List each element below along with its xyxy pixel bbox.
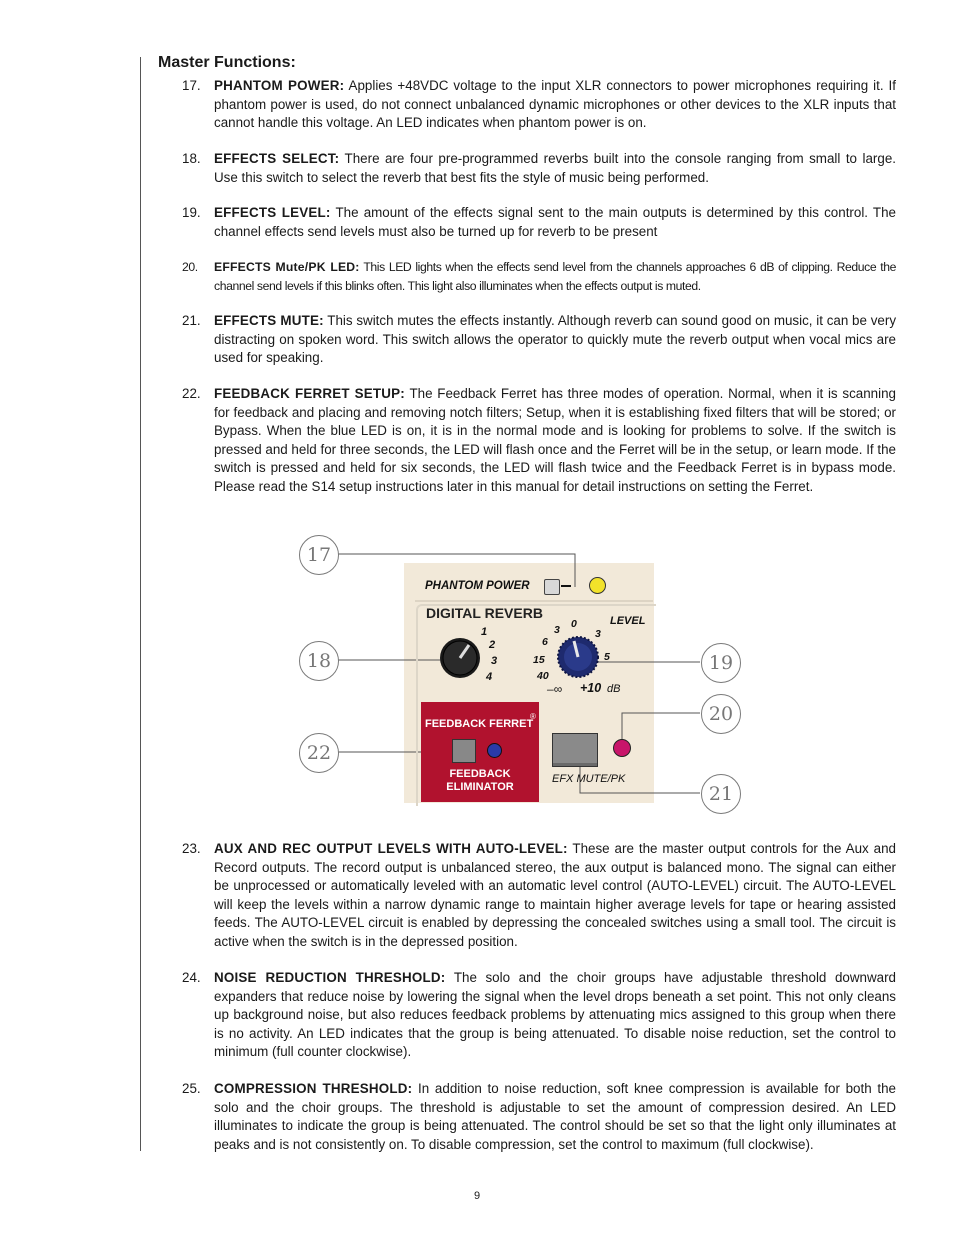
- item-title: EFFECTS MUTE:: [214, 313, 324, 328]
- callout-20: 20: [701, 694, 741, 734]
- level-mark-0: 0: [571, 618, 577, 630]
- list-item: [182, 969, 896, 1062]
- select-mark-4: 4: [486, 671, 493, 683]
- level-mark-3-right: 3: [595, 628, 601, 640]
- item-number: 18.: [182, 151, 201, 166]
- digital-reverb-label: DIGITAL REVERB: [426, 605, 543, 621]
- select-mark-3: 3: [491, 655, 498, 667]
- callout-17: 17: [299, 535, 339, 575]
- callout-22: 22: [299, 733, 339, 773]
- registered-mark: ®: [530, 712, 536, 721]
- item-number: 19.: [182, 205, 201, 220]
- item-number: 22.: [182, 386, 201, 401]
- level-mark-3-left: 3: [554, 624, 560, 636]
- feedback-eliminator-label: FEEDBACK ELIMINATOR: [446, 768, 514, 793]
- level-mark-6: 6: [542, 636, 548, 648]
- list-item: [182, 77, 896, 133]
- item-text: The solo and the choir groups have adjustable threshold downward expanders that reduce noise by lowering the signal when the level drops beneath a set point. This not only cleans up background noise, but also reduces feedback problems by attenuating mics assigned to this group when there is no activity. An LED indicates that the group is being attenuated. To disable noise reduction, set the control to minimum (full counter clockwise).: [214, 970, 897, 1060]
- item-number: 23.: [182, 841, 201, 856]
- section-heading: Master Functions:: [158, 54, 296, 71]
- item-number: 24.: [182, 970, 201, 985]
- callout-18: 18: [299, 641, 339, 681]
- list-item: [182, 150, 896, 187]
- item-title: AUX AND REC OUTPUT LEVELS WITH AUTO-LEVEL:: [214, 841, 568, 856]
- effects-level-knob[interactable]: [556, 635, 600, 679]
- item-text: These are the master output controls for the Aux and Record outputs. The record output is unbalanced stereo, the aux output is balanced mono. The signal can either be unprocessed or automatically leveled with an automatic level control (AUTO-LEVEL) circuit. The AUTO-LEVEL will keep the levels within a narrow dynamic range to maintain higher average levels for tape or hearing assisted feeds. The AUTO-LEVEL circuit is enabled by depressing the concealed switches using a small tool. The circuit is active when the switch is in the depressed position.: [214, 841, 896, 949]
- level-mark-plus-10: +10: [580, 681, 602, 695]
- item-text: There are four pre-programmed reverbs built into the console ranging from small to large. Use this switch to select the reverb that best fits the style of music being performed.: [214, 151, 896, 185]
- feedback-ferret-setup-button[interactable]: [452, 739, 476, 763]
- item-text: This switch mutes the effects instantly. Although reverb can sound good on music, it can be very distracting on spoken word. This switch allows the operator to quickly mute the reverb output when vocal mics are used for speaking.: [214, 313, 897, 366]
- phantom-power-label: PHANTOM POWER: [425, 580, 530, 592]
- callout-19: 19: [701, 643, 741, 683]
- control-panel-figure: [290, 530, 750, 810]
- phantom-power-led: [589, 577, 606, 594]
- phantom-power-switch[interactable]: [544, 579, 560, 595]
- feedback-ferret-led: [487, 743, 502, 758]
- item-number: 17.: [182, 78, 201, 93]
- item-title: FEEDBACK FERRET SETUP:: [214, 386, 405, 401]
- margin-rule: [140, 57, 141, 1151]
- item-text: The amount of the effects signal sent to the main outputs is determined by this control. The channel effects send levels must also be turned up for reverb to be present: [214, 205, 896, 239]
- level-mark-40: 40: [537, 670, 549, 682]
- level-label: LEVEL: [610, 615, 646, 627]
- item-text: Applies +48VDC voltage to the input XLR connectors to power microphones requiring it. If phantom power is used, do not connect unbalanced dynamic microphones or other devices to the XLR inputs that cannot handle this voltage. An LED indicates when phantom power is on.: [214, 78, 896, 131]
- efx-mute-pk-led: [613, 739, 631, 757]
- feedback-ferret-label: FEEDBACK FERRET: [425, 718, 534, 730]
- item-number: 20.: [182, 260, 198, 274]
- level-mark-db: dB: [607, 683, 621, 695]
- level-mark-minus-inf: –∞: [547, 682, 563, 696]
- item-title: NOISE REDUCTION THRESHOLD:: [214, 970, 446, 985]
- item-number: 21.: [182, 313, 201, 328]
- efx-mute-label: EFX MUTE/PK: [552, 773, 626, 785]
- select-mark-2: 2: [489, 639, 496, 651]
- level-mark-5: 5: [604, 651, 610, 663]
- item-title: COMPRESSION THRESHOLD:: [214, 1081, 413, 1096]
- item-number: 25.: [182, 1081, 201, 1096]
- item-title: EFFECTS SELECT:: [214, 151, 340, 166]
- level-mark-15: 15: [533, 654, 545, 666]
- list-item: [182, 204, 896, 241]
- page-number: 9: [473, 1190, 481, 1202]
- list-item: [182, 312, 896, 368]
- effects-select-knob[interactable]: [438, 636, 482, 680]
- item-text: The Feedback Ferret has three modes of operation. Normal, when it is scanning for feedback and placing and removing notch filters; Setup, when it is establishing fixed filters that will be stored; or Bypass. When the blue LED is on, it is in the normal mode and is looking for problems to solve. If the switch is pressed and held for three seconds, the LED will flash once and the Ferret will be in the setup, or learn mode. If the switch is pressed and held for six seconds, the LED will flash twice and the Feedback Ferret is in bypass mode. Please read the S14 setup instructions later in this manual for detail instructions on setting the Ferret.: [214, 386, 896, 494]
- select-mark-1: 1: [481, 626, 488, 638]
- efx-mute-button[interactable]: [552, 733, 598, 767]
- item-title: EFFECTS LEVEL:: [214, 205, 331, 220]
- list-item: [182, 258, 896, 295]
- list-item: [182, 840, 896, 952]
- callout-21: 21: [701, 774, 741, 814]
- list-item: [182, 1080, 896, 1154]
- list-item: [182, 385, 896, 497]
- item-text: This LED lights when the effects send level from the channels approaches 6 dB of clipping. Reduce the channel send levels if this blinks often. This light also illuminates when the effects output is muted.: [214, 260, 896, 293]
- item-title: PHANTOM POWER:: [214, 78, 345, 93]
- item-title: EFFECTS Mute/PK LED:: [214, 260, 360, 274]
- dash: [561, 585, 571, 587]
- item-text: In addition to noise reduction, soft knee compression is available for both the solo and the choir groups. The threshold is adjustable to set the amount of compression desired. An LED illuminates to indicate the group is being attenuated. The control should be set so that the light only illuminates at peaks and is not consistently on. To disable compression, set the control to maximum (full clockwise).: [214, 1081, 896, 1152]
